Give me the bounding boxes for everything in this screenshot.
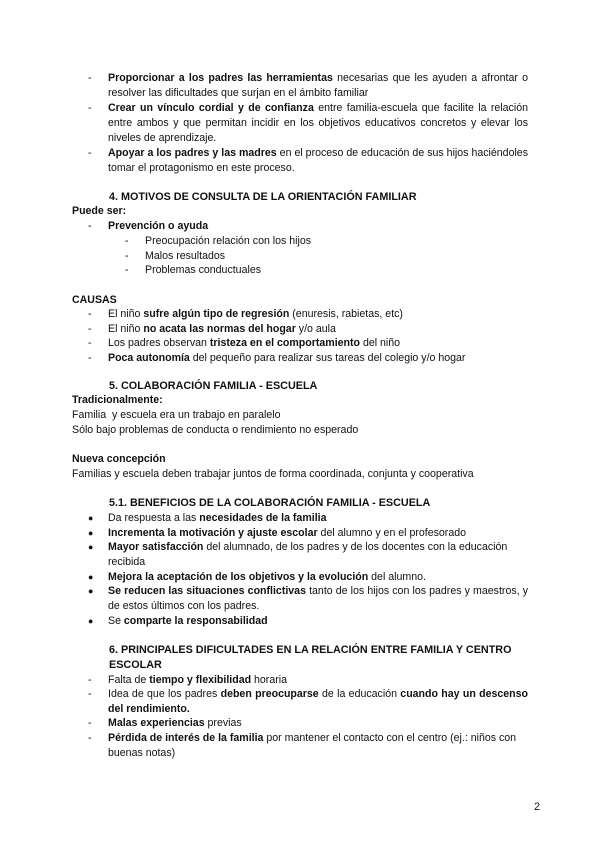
bold-text: Proporcionar a los padres las herramientas	[108, 72, 333, 84]
bold-text: tristeza en el comportamiento	[209, 337, 361, 349]
bullet-marker: ●	[88, 528, 94, 538]
section-4-heading: 4. MOTIVOS DE CONSULTA DE LA ORIENTACIÓN FAMILIAR	[109, 191, 417, 203]
text-run: del alumnado, de los padres y de los docentes con la educación recibida	[108, 541, 508, 568]
text-run: El niño	[108, 323, 144, 335]
text-run: del alumno y en el profesorado	[317, 527, 467, 539]
dash-marker: -	[88, 337, 92, 349]
bullet-marker: ●	[88, 572, 94, 582]
dash-marker: -	[125, 264, 129, 276]
bullet-marker: ●	[88, 542, 94, 552]
nueva-concepcion-line: Familias y escuela deben trabajar juntos de forma coordinada, conjunta y cooperativa	[72, 468, 474, 480]
text-run: Los padres observan	[108, 337, 210, 349]
text-run: (enuresis, rabietas, etc)	[289, 308, 403, 320]
bold-text: Se reducen las situaciones conflictivas	[108, 585, 306, 597]
text-run: del niño	[360, 337, 401, 349]
bold-text: Mayor satisfacción	[108, 541, 204, 553]
bold-text: necesidades de la familia	[199, 512, 327, 524]
text-run: y/o aula	[295, 323, 336, 335]
dash-marker: -	[88, 732, 92, 744]
bold-text: comparte la responsabilidad	[123, 615, 268, 627]
bullet-marker: ●	[88, 616, 94, 626]
dash-marker: -	[88, 72, 92, 84]
dash-marker: -	[125, 250, 129, 262]
section-4-lead: Puede ser:	[72, 205, 127, 217]
bold-text: deben preocuparse	[220, 688, 319, 700]
intro-item-text	[108, 101, 528, 146]
text-run: Se	[108, 615, 124, 627]
bold-text: Poca autonomía	[108, 352, 190, 364]
text-run: por mantener el contacto con el centro (ej.: niños con buenas notas)	[108, 732, 517, 759]
tradicionalmente-line: Familia y escuela era un trabajo en paralelo	[72, 409, 281, 421]
dash-marker: -	[88, 308, 92, 320]
dash-marker: -	[88, 352, 92, 364]
tradicionalmente-line: Sólo bajo problemas de conducta o rendimiento no esperado	[72, 424, 359, 436]
dash-marker: -	[125, 235, 129, 247]
bold-text: Crear un vínculo cordial y de confianza	[108, 102, 314, 114]
dash-marker: -	[88, 688, 92, 700]
bold-text: Apoyar a los padres y las madres	[108, 147, 277, 159]
nueva-concepcion-label: Nueva concepción	[72, 453, 166, 465]
dash-marker: -	[88, 323, 92, 335]
dash-marker: -	[88, 717, 92, 729]
dash-marker: -	[88, 674, 92, 686]
section-5-heading: 5. COLABORACIÓN FAMILIA - ESCUELA	[109, 380, 318, 392]
bold-text: sufre algún tipo de regresión	[143, 308, 290, 320]
dash-marker: -	[88, 220, 92, 232]
bold-text: cuando hay un descenso del rendimiento.	[108, 688, 528, 715]
section-6-heading: 6. PRINCIPALES DIFICULTADES EN LA RELACIÓN ENTRE FAMILIA Y CENTRO ESCOLAR	[109, 644, 512, 671]
text-run: Idea de que los padres	[108, 688, 221, 700]
page-number: 2	[534, 801, 540, 813]
bold-text: no acata las normas del hogar	[143, 323, 296, 335]
text-run: tanto de los hijos con los padres y maestros, y de estos últimos con los padres.	[108, 585, 528, 612]
bullet-marker: ●	[88, 513, 94, 523]
text-run: del alumno.	[368, 571, 426, 583]
text-run: en el proceso de educación de sus hijos haciéndoles tomar el protagonismo en este proceso.	[108, 147, 528, 174]
text-run: necesarias que les ayuden a afrontar o resolver las dificultades que surjan en el ámbito familiar	[108, 72, 528, 99]
text-run: de la educación	[318, 688, 401, 700]
text-run: previas	[204, 717, 242, 729]
dash-marker: -	[88, 102, 92, 114]
bold-text: Incrementa la motivación y ajuste escolar	[108, 527, 318, 539]
text-run: Da respuesta a las	[108, 512, 200, 524]
bullet-marker: ●	[88, 586, 94, 596]
bold-text: Pérdida de interés de la familia	[108, 732, 264, 744]
document-page: - Proporcionar a los padres las herramientas necesarias que les ayuden a afrontar o resolver las dificultades que surjan en el ámbito familiar - Crear un vínculo cordial y de confianza entre familia-escuela que facilite la relación entre ambos y que permitan incidir en los objetivos educativos concretos y elevar los niveles de aprendizaje. - Apoyar a los padres y las madres en el proceso de educación de sus hijos haciéndoles tomar el protagonismo en este proceso. 4. MOTIVOS DE CONSULTA DE LA ORIENTACIÓN FAMILIAR Puede ser: - Prevención o ayuda - Preocupación relación con los hijos - Malos resultados - Problemas conductuales CAUSAS - El niño sufre algún tipo de regresión (enuresis, rabietas, etc) - El niño no acata las normas del hogar y/o aula - Los padres observan tristeza en el comportamiento del niño - Poca autonomía del pequeño para realizar sus tareas del colegio y/o hogar 5. COLABORACIÓN FAMILIA - ESCUELA Tradicionalmente: Familia y escuela era un trabajo en paralelo Sólo bajo problemas de conducta o rendimiento no esperado Nueva concepción Familias y escuela deben trabajar juntos de forma coordinada, conjunta y cooperativa 5.1. BENEFICIOS DE LA COLABORACIÓN FAMILIA - ESCUELA ● Da respuesta a las necesidades de la familia ● Incrementa la motivación y ajuste escolar del alumno y en el profesorado ● Mayor satisfacción del alumnado, de los padres y de los docentes con la educación recibida ● Mejora la aceptación de los objetivos y la evolución del alumno. ● Se reducen las situaciones conflictivas tanto de los hijos con los padres y maestros, y de estos últimos con los padres. ● Se comparte la responsabilidad 6. PRINCIPALES DIFICULTADES EN LA RELACIÓN ENTRE FAMILIA Y CENTRO ESCOLAR - Falta de tiempo y flexibilidad horaria - Idea de que los padres deben preocuparse de la educación cuando hay un descenso del rendimiento. - Malas experiencias previas - Pérdida de interés de la familia por mantener el contacto con el centro (ej.: niños con buenas notas) 2	[72, 72, 540, 813]
text-run: Falta de	[108, 674, 150, 686]
text-run: El niño	[108, 308, 144, 320]
intro-item-text	[108, 71, 528, 101]
causas-heading: CAUSAS	[72, 294, 117, 306]
section-4-item-text: Prevención o ayuda	[108, 220, 209, 232]
bold-text: Malas experiencias	[108, 717, 205, 729]
dash-marker: -	[88, 147, 92, 159]
bold-text: Mejora la aceptación de los objetivos y la evolución	[108, 571, 369, 583]
intro-item-text	[108, 146, 528, 176]
text-run: entre familia-escuela que facilite la relación entre ambos y que permitan incidir en los objetivos educativos concretos y elevar los niveles de aprendizaje.	[108, 102, 528, 144]
text-run: horaria	[251, 674, 287, 686]
bold-text: tiempo y flexibilidad	[149, 674, 252, 686]
text-run: del pequeño para realizar sus tareas del colegio y/o hogar	[189, 352, 466, 364]
tradicionalmente-label: Tradicionalmente:	[72, 394, 163, 406]
section-5-1-heading: 5.1. BENEFICIOS DE LA COLABORACIÓN FAMILIA - ESCUELA	[109, 497, 431, 509]
